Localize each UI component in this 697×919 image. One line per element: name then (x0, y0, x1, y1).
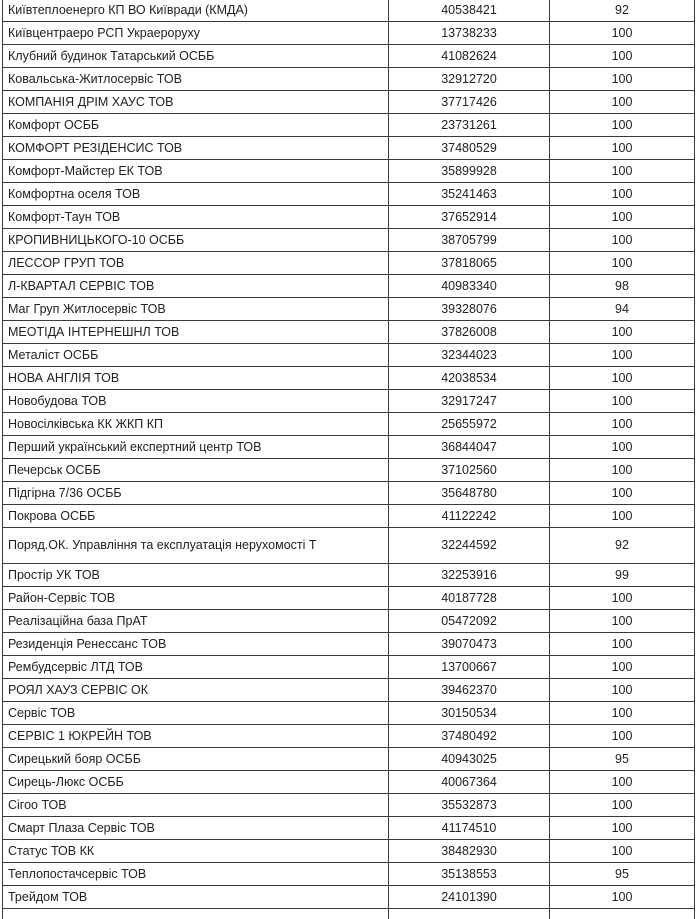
companies-table (2, 0, 695, 919)
score-cell: 100 (550, 22, 695, 45)
edrpou-code-cell: 42038534 (389, 367, 550, 390)
edrpou-code-cell: 38705799 (389, 229, 550, 252)
company-name-cell: Реалізаційна база ПрАТ (3, 610, 389, 633)
company-name-cell: Перший український експертний центр ТОВ (3, 436, 389, 459)
table-row (3, 91, 695, 114)
score-cell: 100 (550, 886, 695, 909)
edrpou-code-cell: 37102560 (389, 459, 550, 482)
edrpou-code-cell: 37480529 (389, 137, 550, 160)
edrpou-code-cell: 13738233 (389, 22, 550, 45)
table-row (3, 206, 695, 229)
table-row (3, 886, 695, 909)
table-row (3, 367, 695, 390)
edrpou-code-cell: 37818065 (389, 252, 550, 275)
company-name-cell: Київтеплоенерго КП ВО Київради (КМДА) (3, 0, 389, 22)
table-row (3, 252, 695, 275)
table-row (3, 298, 695, 321)
company-name-cell: Комфорт ОСББ (3, 114, 389, 137)
company-name-cell: Металіст ОСББ (3, 344, 389, 367)
score-cell: 100 (550, 482, 695, 505)
score-cell: 100 (550, 656, 695, 679)
table-row (3, 22, 695, 45)
company-name-cell: КРОПИВНИЦЬКОГО-10 ОСББ (3, 229, 389, 252)
edrpou-code-cell: 32253916 (389, 564, 550, 587)
table-row (3, 505, 695, 528)
edrpou-code-cell: 37717426 (389, 91, 550, 114)
table-row (3, 413, 695, 436)
score-cell: 100 (550, 367, 695, 390)
edrpou-code-cell: 40067364 (389, 771, 550, 794)
score-cell: 94 (550, 298, 695, 321)
score-cell: 100 (550, 183, 695, 206)
edrpou-code-cell: 35138553 (389, 863, 550, 886)
score-cell: 100 (550, 114, 695, 137)
table-row (3, 68, 695, 91)
edrpou-code-cell: 39070473 (389, 633, 550, 656)
score-cell: 100 (550, 725, 695, 748)
company-name-cell: Маг Груп Житлосервіс ТОВ (3, 298, 389, 321)
score-cell: 100 (550, 206, 695, 229)
table-row (3, 160, 695, 183)
company-name-cell: СЕРВІС 1 ЮКРЕЙН ТОВ (3, 725, 389, 748)
table-row (3, 863, 695, 886)
edrpou-code-cell: 24101390 (389, 886, 550, 909)
table-row (3, 679, 695, 702)
table-row (3, 817, 695, 840)
table-row (3, 482, 695, 505)
company-name-cell: Теплопостачсервіс ТОВ (3, 863, 389, 886)
table-row (3, 137, 695, 160)
company-name-cell: Київцентраеро РСП Украероруху (3, 22, 389, 45)
edrpou-code-cell: 32344023 (389, 344, 550, 367)
edrpou-code-cell: 38482930 (389, 840, 550, 863)
score-cell: 100 (550, 794, 695, 817)
score-cell: 100 (550, 68, 695, 91)
company-name-cell: Комфорт-Таун ТОВ (3, 206, 389, 229)
table-row (3, 840, 695, 863)
company-name-cell: ЛЕССОР ГРУП ТОВ (3, 252, 389, 275)
company-name-cell: Резиденція Ренессанс ТОВ (3, 633, 389, 656)
table-row (3, 114, 695, 137)
company-name-cell: Статус ТОВ КК (3, 840, 389, 863)
score-cell: 100 (550, 137, 695, 160)
company-name-cell: Сервіс ТОВ (3, 702, 389, 725)
score-cell: 100 (550, 413, 695, 436)
company-name-cell: НОВА АНГЛІЯ ТОВ (3, 367, 389, 390)
edrpou-code-cell: 32912720 (389, 68, 550, 91)
table-row (3, 748, 695, 771)
score-cell: 99 (550, 564, 695, 587)
score-cell: 100 (550, 840, 695, 863)
table-row (3, 528, 695, 564)
edrpou-code-cell: 35241463 (389, 183, 550, 206)
score-cell: 100 (550, 160, 695, 183)
score-cell: 92 (550, 0, 695, 22)
company-name-cell: МЕОТІДА ІНТЕРНЕШНЛ ТОВ (3, 321, 389, 344)
score-cell: 100 (550, 436, 695, 459)
company-name-cell: РОЯЛ ХАУЗ СЕРВІС ОК (3, 679, 389, 702)
company-name-cell: Смарт Плаза Сервіс ТОВ (3, 817, 389, 840)
score-cell: 100 (550, 587, 695, 610)
score-cell: 100 (550, 91, 695, 114)
score-cell: 100 (550, 817, 695, 840)
edrpou-code-cell (389, 909, 550, 919)
edrpou-code-cell: 41174510 (389, 817, 550, 840)
edrpou-code-cell: 25655972 (389, 413, 550, 436)
table-row (3, 633, 695, 656)
edrpou-code-cell: 40538421 (389, 0, 550, 22)
table-row (3, 321, 695, 344)
table-row (3, 390, 695, 413)
edrpou-code-cell: 40943025 (389, 748, 550, 771)
company-name-cell: Рембудсервіс ЛТД ТОВ (3, 656, 389, 679)
score-cell: 100 (550, 390, 695, 413)
table-row (3, 183, 695, 206)
edrpou-code-cell: 37652914 (389, 206, 550, 229)
edrpou-code-cell: 32244592 (389, 528, 550, 564)
score-cell: 100 (550, 252, 695, 275)
edrpou-code-cell: 39462370 (389, 679, 550, 702)
company-name-cell: Район-Сервіс ТОВ (3, 587, 389, 610)
score-cell: 100 (550, 229, 695, 252)
table-row (3, 702, 695, 725)
table-row (3, 771, 695, 794)
company-name-cell: Сирець-Люкс ОСББ (3, 771, 389, 794)
edrpou-code-cell: 05472092 (389, 610, 550, 633)
company-name-cell: Комфорт-Майстер ЕК ТОВ (3, 160, 389, 183)
score-cell: 100 (550, 321, 695, 344)
company-name-cell: Комфортна оселя ТОВ (3, 183, 389, 206)
company-name-cell: Покрова ОСББ (3, 505, 389, 528)
table-row (3, 794, 695, 817)
edrpou-code-cell: 35648780 (389, 482, 550, 505)
score-cell: 100 (550, 702, 695, 725)
table-row (3, 459, 695, 482)
edrpou-code-cell: 41082624 (389, 45, 550, 68)
score-cell: 100 (550, 459, 695, 482)
table-row (3, 909, 695, 919)
table-row (3, 587, 695, 610)
edrpou-code-cell: 23731261 (389, 114, 550, 137)
score-cell: 100 (550, 610, 695, 633)
edrpou-code-cell: 13700667 (389, 656, 550, 679)
edrpou-code-cell: 40187728 (389, 587, 550, 610)
score-cell: 95 (550, 748, 695, 771)
table-row (3, 0, 695, 22)
edrpou-code-cell: 35532873 (389, 794, 550, 817)
edrpou-code-cell: 35899928 (389, 160, 550, 183)
table-row (3, 45, 695, 68)
score-cell: 98 (550, 275, 695, 298)
company-name-cell: Печерськ ОСББ (3, 459, 389, 482)
company-name-cell: КОМПАНІЯ ДРІМ ХАУС ТОВ (3, 91, 389, 114)
score-cell: 100 (550, 45, 695, 68)
table-row (3, 275, 695, 298)
company-name-cell: Поряд.ОК. Управління та експлуатація нерухомості Т (3, 528, 389, 564)
company-name-cell (3, 909, 389, 919)
company-name-cell: Простір УК ТОВ (3, 564, 389, 587)
table-row (3, 344, 695, 367)
company-name-cell: Л-КВАРТАЛ СЕРВІС ТОВ (3, 275, 389, 298)
score-cell: 100 (550, 679, 695, 702)
score-cell: 100 (550, 344, 695, 367)
table-row (3, 610, 695, 633)
score-cell: 100 (550, 505, 695, 528)
company-name-cell: Клубний будинок Татарський ОСББ (3, 45, 389, 68)
company-name-cell: Ковальська-Житлосервіс ТОВ (3, 68, 389, 91)
edrpou-code-cell: 41122242 (389, 505, 550, 528)
table-row (3, 564, 695, 587)
company-name-cell: Трейдом ТОВ (3, 886, 389, 909)
table-row (3, 229, 695, 252)
edrpou-code-cell: 37826008 (389, 321, 550, 344)
company-name-cell: Сігоо ТОВ (3, 794, 389, 817)
score-cell (550, 909, 695, 919)
edrpou-code-cell: 39328076 (389, 298, 550, 321)
companies-table-body (3, 0, 695, 919)
edrpou-code-cell: 37480492 (389, 725, 550, 748)
company-name-cell: Підгірна 7/36 ОСББ (3, 482, 389, 505)
company-name-cell: КОМФОРТ РЕЗІДЕНСИС ТОВ (3, 137, 389, 160)
score-cell: 100 (550, 771, 695, 794)
score-cell: 95 (550, 863, 695, 886)
edrpou-code-cell: 36844047 (389, 436, 550, 459)
score-cell: 100 (550, 633, 695, 656)
edrpou-code-cell: 40983340 (389, 275, 550, 298)
edrpou-code-cell: 30150534 (389, 702, 550, 725)
company-name-cell: Новосілківська КК ЖКП КП (3, 413, 389, 436)
table-row (3, 725, 695, 748)
company-name-cell: Сирецький бояр ОСББ (3, 748, 389, 771)
table-row (3, 436, 695, 459)
table-row (3, 656, 695, 679)
score-cell: 92 (550, 528, 695, 564)
edrpou-code-cell: 32917247 (389, 390, 550, 413)
company-name-cell: Новобудова ТОВ (3, 390, 389, 413)
